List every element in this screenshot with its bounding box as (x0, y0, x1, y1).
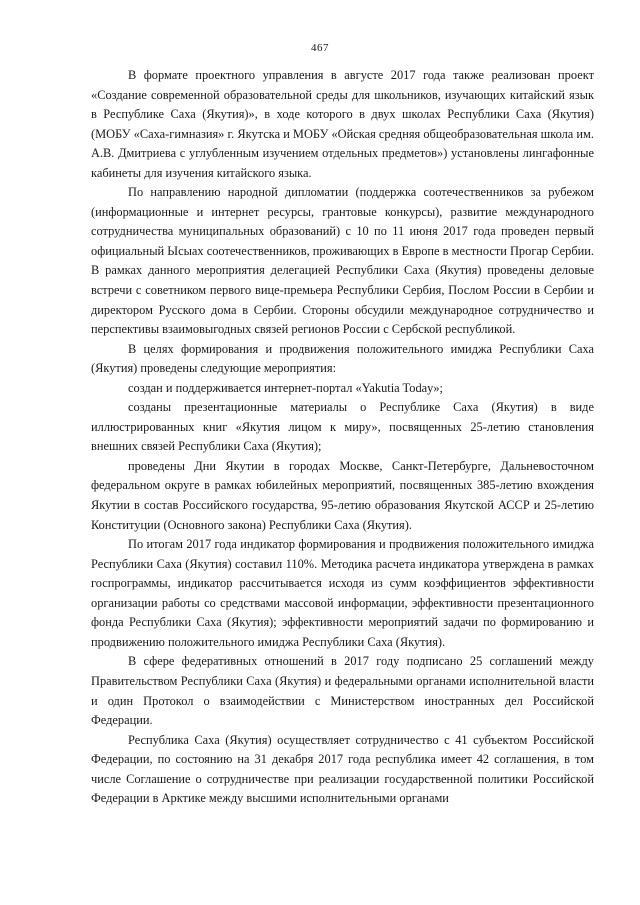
paragraph-china-language-project: В формате проектного управления в августе 2017 года также реализован проект «Создание современной образовательной среды для школьников, изучающих китайский язык в Республике Саха (Якутия)», в ходе которого в двух школах Республики Саха (Якутия) (МОБУ «Саха-гимназия» г. Якутска и МОБУ «Ойская средняя общеобразовательная школа им. А.В. Дмитриева с углубленным изучением отдельных предметов») установлены лингафонные кабинеты для изучения китайского языка. (91, 68, 594, 180)
document-body (91, 66, 594, 809)
page-number: 467 (311, 42, 329, 54)
paragraph-image-indicator: По итогам 2017 года индикатор формирования и продвижения положительного имиджа Республики Саха (Якутия) составил 110%. Методика расчета индикатора утверждена в рамках госпрограммы, индикатор рассчитывается исходя из сумм коэффициентов эффективности организации работы со средствами массовой информации, эффективности презентационного фонда Республики Саха (Якутия); эффективности мероприятий задачи по формированию и продвижению положительного имиджа Республики Саха (Якутия). (91, 537, 594, 649)
paragraph-image-measures-intro: В целях формирования и продвижения положительного имиджа Республики Саха (Якутия) проведены следующие мероприятия: (91, 341, 594, 376)
paragraph-public-diplomacy: По направлению народной дипломатии (поддержка соотечественников за рубежом (информационные и интернет ресурсы, грантовые конкурсы), развитие международного сотрудничества муниципальных образований) с 10 по 11 июня 2017 года проведен первый официальный Ысыах соотечественников, проживающих в Европе в местности Прогар Сербии. В рамках данного мероприятия делегацией Республики Саха (Якутия) проведены деловые встречи с советником первого вице-премьера Республики Сербия, Послом России в Сербии и директором Русского дома в Сербии. Стороны обсудили международное сотрудничество и перспективы взаимовыгодных связей регионов России с Сербской республикой. (91, 185, 594, 337)
paragraph-portal-yakutia-today: создан и поддерживается интернет-портал «Yakutia Today»; (128, 380, 443, 395)
paragraph-regional-cooperation: Республика Саха (Якутия) осуществляет сотрудничество с 41 субъектом Российской Федерации, по состоянию на 31 декабря 2017 года республика имеет 42 соглашения, в том числе Соглашение о сотрудничестве при реализации государственной политики Российской Федерации в Арктике между высшими исполнительными органами (91, 732, 594, 806)
paragraph-presentation-materials: созданы презентационные материалы о Республике Саха (Якутия) в виде иллюстрированных книг «Якутия лицом к миру», посвященных 25-летию становления внешних связей Республики Саха (Якутия); (91, 400, 594, 454)
paragraph-federative-relations: В сфере федеративных отношений в 2017 году подписано 25 соглашений между Правительством Республики Саха (Якутия) и федеральными органами исполнительной власти и один Протокол о взаимодействии с Министерством иностранных дел Российской Федерации. (91, 654, 594, 728)
paragraph-days-of-yakutia: проведены Дни Якутии в городах Москве, Санкт-Петербурге, Дальневосточном федеральном округе в рамках юбилейных мероприятий, посвященных 385-летию вхождения Якутии в состав Российского государства, 95-летию образования Якутской АССР и 25-летию Конституции (Основного закона) Республики Саха (Якутия). (91, 458, 594, 532)
